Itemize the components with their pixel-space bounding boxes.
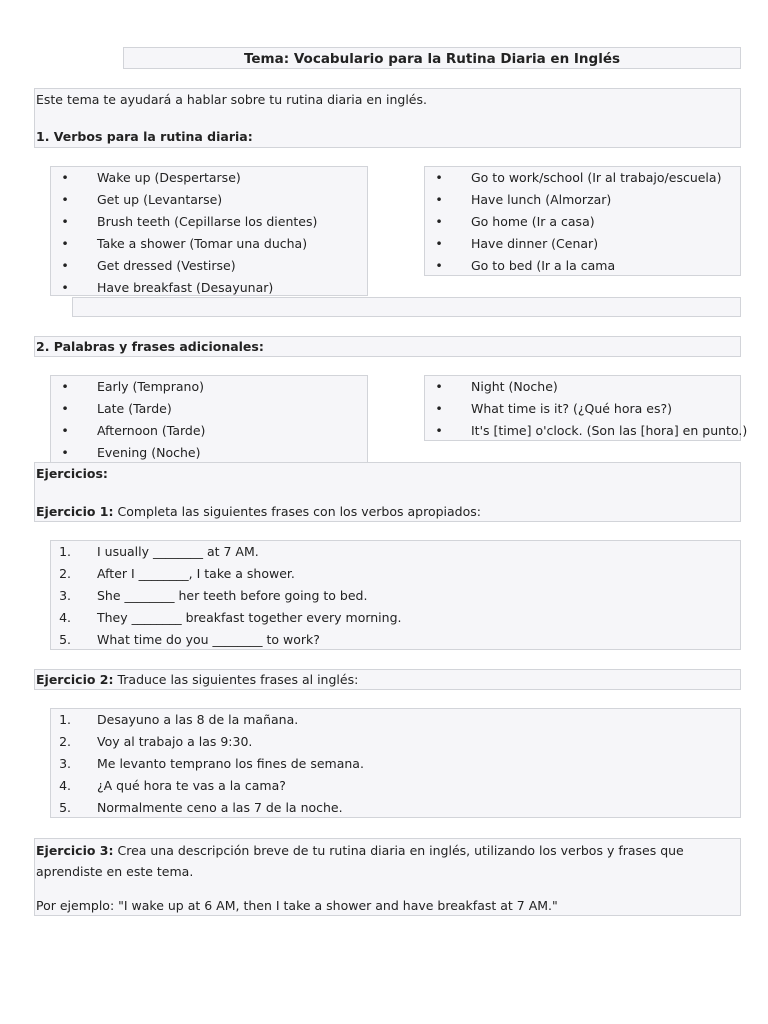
list-item: • Take a shower (Tomar una ducha) — [51, 233, 367, 255]
item-text: Desayuno a las 8 de la mañana. — [97, 712, 299, 727]
exercise1-header-box — [34, 462, 741, 522]
list-item: • What time is it? (¿Qué hora es?) — [425, 398, 740, 420]
item-number: 5. — [59, 632, 71, 647]
list-item: • Afternoon (Tarde) — [51, 420, 367, 442]
exercise3-example: Por ejemplo: "I wake up at 6 AM, then I take a shower and have breakfast at 7 AM." — [36, 898, 558, 913]
item-number: 1. — [59, 544, 71, 559]
exercise2-list — [51, 709, 740, 819]
phrases-list-right — [425, 376, 748, 442]
page-title: Tema: Vocabulario para la Rutina Diaria en Inglés — [123, 47, 741, 69]
list-item — [51, 731, 740, 753]
exercise1-list — [51, 541, 740, 651]
exercise2-label: Ejercicio 2: — [36, 672, 114, 687]
verbs-list-left — [51, 167, 367, 299]
section2-heading: 2. Palabras y frases adicionales: — [34, 336, 741, 357]
list-item — [51, 585, 740, 607]
exercise3-instruction — [36, 840, 736, 882]
list-item: • Early (Temprano) — [51, 376, 367, 398]
item-text: ¿A qué hora te vas a la cama? — [97, 778, 286, 793]
list-item: • Have lunch (Almorzar) — [425, 189, 740, 211]
list-item: • Night (Noche) — [425, 376, 740, 398]
verbs-list-left-box — [50, 166, 368, 296]
item-number: 3. — [59, 756, 71, 771]
list-item: • It's [time] o'clock. (Son las [hora] en punto.) — [425, 420, 740, 442]
list-item: • Get dressed (Vestirse) — [51, 255, 367, 277]
item-number: 2. — [59, 734, 71, 749]
phrases-list-right-box — [424, 375, 748, 441]
exercise1-instruction — [36, 504, 481, 519]
exercise1-label: Ejercicio 1: — [36, 504, 114, 519]
section1-heading: 1. Verbos para la rutina diaria: — [36, 129, 253, 144]
item-number: 4. — [59, 610, 71, 625]
exercise3-text: Crea una descripción breve de tu rutina diaria en inglés, utilizando los verbos y frases que aprendiste en este tema. — [36, 843, 684, 879]
item-number: 2. — [59, 566, 71, 581]
intro-text: Este tema te ayudará a hablar sobre tu rutina diaria en inglés. — [36, 92, 427, 107]
item-number: 1. — [59, 712, 71, 727]
exercise1-list-box — [50, 540, 741, 650]
item-text: What time do you ________ to work? — [97, 632, 320, 647]
item-text: I usually ________ at 7 AM. — [97, 544, 259, 559]
exercises-heading: Ejercicios: — [36, 466, 108, 481]
exercise1-text: Completa las siguientes frases con los verbos apropiados: — [113, 504, 481, 519]
item-text: After I ________, I take a shower. — [97, 566, 295, 581]
item-number: 3. — [59, 588, 71, 603]
item-text: Voy al trabajo a las 9:30. — [97, 734, 253, 749]
item-text: She ________ her teeth before going to bed. — [97, 588, 368, 603]
exercise2-list-box — [50, 708, 741, 818]
list-item: • Evening (Noche) — [51, 442, 367, 464]
intro-box — [34, 88, 741, 148]
item-text: Normalmente ceno a las 7 de la noche. — [97, 800, 343, 815]
list-item: • Have breakfast (Desayunar) — [51, 277, 367, 299]
item-text: Me levanto temprano los fines de semana. — [97, 756, 364, 771]
phrases-list-left-box — [50, 375, 368, 463]
list-item — [51, 541, 740, 563]
list-item: • Get up (Levantarse) — [51, 189, 367, 211]
list-item — [51, 797, 740, 819]
list-item: • Have dinner (Cenar) — [425, 233, 740, 255]
verbs-list-right — [425, 167, 740, 277]
list-item: • Wake up (Despertarse) — [51, 167, 367, 189]
verbs-list-right-box — [424, 166, 741, 276]
exercise3-label: Ejercicio 3: — [36, 843, 114, 858]
list-item — [51, 563, 740, 585]
list-item — [51, 753, 740, 775]
exercise2-instruction — [34, 669, 741, 690]
exercise2-text: Traduce las siguientes frases al inglés: — [113, 672, 359, 687]
list-item: • Go home (Ir a casa) — [425, 211, 740, 233]
list-item — [51, 709, 740, 731]
list-item: • Late (Tarde) — [51, 398, 367, 420]
list-item: • Go to bed (Ir a la cama — [425, 255, 740, 277]
item-number: 5. — [59, 800, 71, 815]
list-item — [51, 775, 740, 797]
list-item — [51, 629, 740, 651]
exercise3-box — [34, 838, 741, 916]
list-item: • Go to work/school (Ir al trabajo/escuela) — [425, 167, 740, 189]
list-item — [51, 607, 740, 629]
list-item: • Brush teeth (Cepillarse los dientes) — [51, 211, 367, 233]
phrases-list-left — [51, 376, 367, 464]
item-text: They ________ breakfast together every morning. — [97, 610, 402, 625]
empty-spacer-box — [72, 297, 741, 317]
item-number: 4. — [59, 778, 71, 793]
